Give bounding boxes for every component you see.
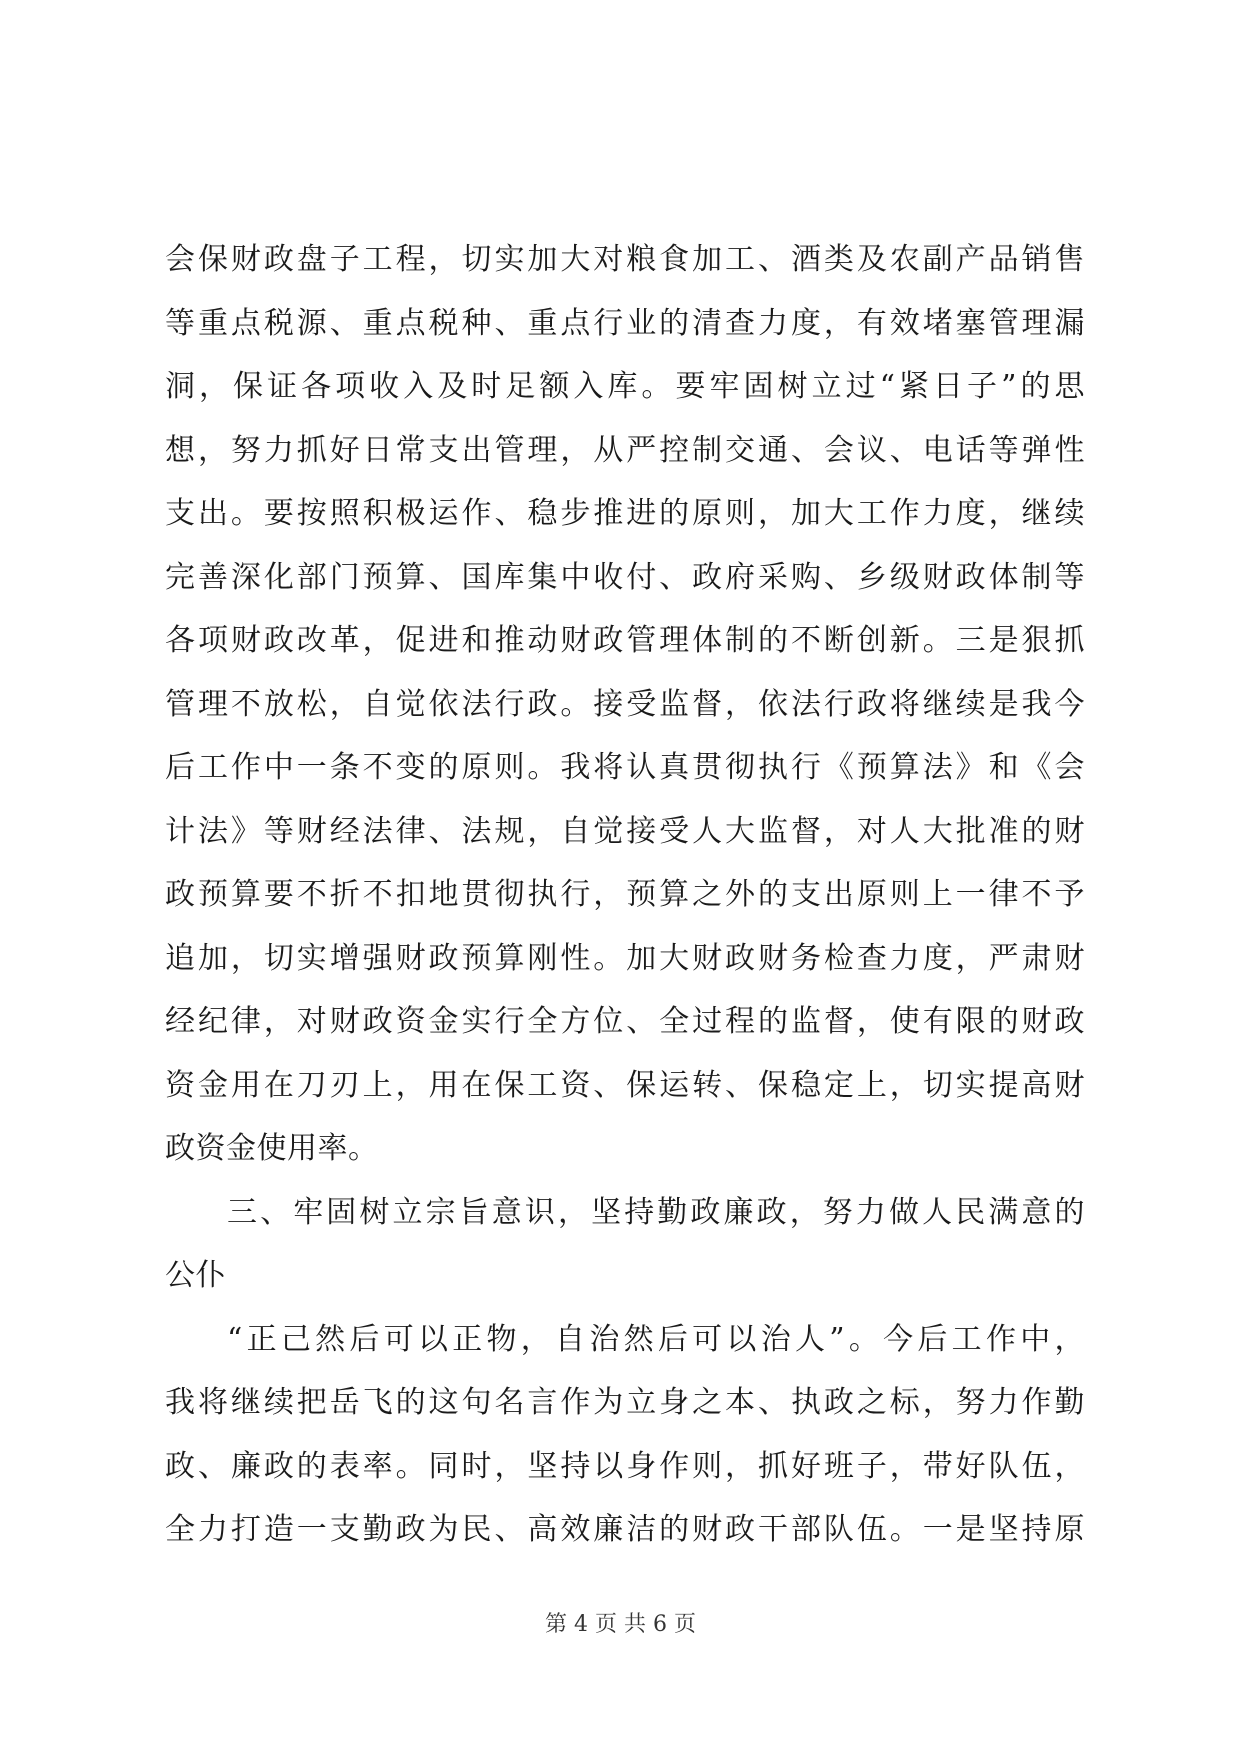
- text-line: 各项财政改革，促进和推动财政管理体制的不断创新。三是狠抓: [165, 623, 1085, 658]
- text-line: 追加，切实增强财政预算刚性。加大财政财务检查力度，严肃财: [165, 940, 1085, 976]
- text-line: 计法》等财经法律、法规，自觉接受人大监督，对人大批准的财: [165, 813, 1085, 849]
- section-heading-continuation: 公仆: [165, 1258, 226, 1293]
- text-line: 洞，保证各项收入及时足额入库。要牢固树立过“紧日子”的思: [165, 369, 1085, 404]
- section-heading: 三、牢固树立宗旨意识，坚持勤政廉政，努力做人民满意的: [227, 1194, 1085, 1230]
- text-line: 完善深化部门预算、国库集中收付、政府采购、乡级财政体制等: [165, 559, 1085, 595]
- text-line: 管理不放松，自觉依法行政。接受监督，依法行政将继续是我今: [165, 686, 1085, 722]
- text-line: 想，努力抓好日常支出管理，从严控制交通、会议、电话等弹性: [165, 432, 1085, 468]
- text-line: 政资金使用率。: [165, 1131, 379, 1166]
- text-line: 经纪律，对财政资金实行全方位、全过程的监督，使有限的财政: [165, 1004, 1085, 1039]
- text-line: 后工作中一条不变的原则。我将认真贯彻执行《预算法》和《会: [165, 750, 1085, 785]
- text-line: 全力打造一支勤政为民、高效廉洁的财政干部队伍。一是坚持原: [165, 1512, 1085, 1547]
- text-line: 我将继续把岳飞的这句名言作为立身之本、执政之标，努力作勤: [165, 1385, 1085, 1420]
- text-line: 政、廉政的表率。同时，坚持以身作则，抓好班子，带好队伍，: [165, 1448, 1085, 1484]
- page-number: 第 4 页 共 6 页: [545, 1612, 696, 1637]
- body-text: [165, 228, 1085, 1562]
- text-line: 支出。要按照积极运作、稳步推进的原则，加大工作力度，继续: [165, 496, 1085, 531]
- text-line: 政预算要不折不扣地贯彻执行，预算之外的支出原则上一律不予: [165, 877, 1085, 912]
- text-line: 资金用在刀刃上，用在保工资、保运转、保稳定上，切实提高财: [165, 1067, 1085, 1103]
- text-line: “正己然后可以正物，自治然后可以治人”。今后工作中，: [227, 1321, 1085, 1357]
- text-line: 等重点税源、重点税种、重点行业的清查力度，有效堵塞管理漏: [165, 305, 1085, 341]
- text-line: 会保财政盘子工程，切实加大对粮食加工、酒类及农副产品销售: [165, 242, 1085, 277]
